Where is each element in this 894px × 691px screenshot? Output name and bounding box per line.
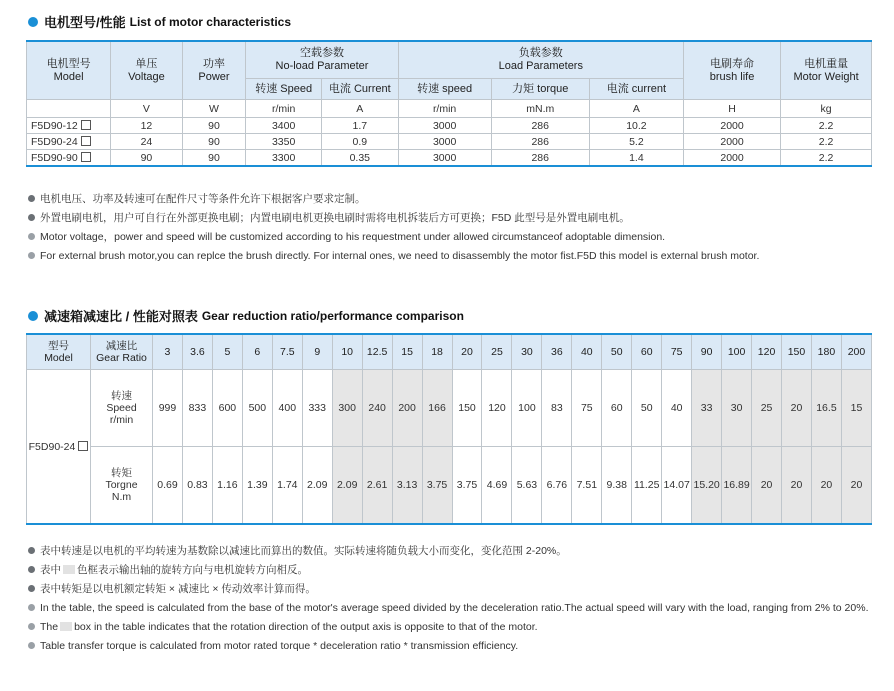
speed-cell: 50 <box>632 370 662 447</box>
bullet-icon <box>28 547 35 554</box>
speed-cell: 600 <box>212 370 242 447</box>
noload-speed-header: 转速 Speed <box>246 79 322 100</box>
bullet-icon <box>28 17 38 27</box>
table-row <box>27 134 872 150</box>
ratio-cell: 18 <box>422 334 452 370</box>
unit-cell: kg <box>781 100 872 118</box>
torque-cell: 1.16 <box>212 447 242 525</box>
torque-cell: 20 <box>841 447 871 525</box>
checkbox-icon <box>81 152 91 162</box>
speed-cell: 200 <box>392 370 422 447</box>
power-header: 功率 Power <box>182 41 246 100</box>
load-current-cell: 5.2 <box>589 134 683 150</box>
section1-title-cn: 电机型号/性能 <box>44 15 126 30</box>
speed-cell: 240 <box>362 370 392 447</box>
bullet-icon <box>28 311 38 321</box>
weight-cell: 2.2 <box>781 150 872 167</box>
bullet-icon <box>28 195 35 202</box>
load-speed-cell: 3000 <box>398 150 491 167</box>
load-header: 负载参数 Load Parameters <box>398 41 683 79</box>
speed-cell: 60 <box>602 370 632 447</box>
voltage-header: 单压 Voltage <box>111 41 182 100</box>
torque-cell: 15.20 <box>692 447 722 525</box>
voltage-cell: 12 <box>111 118 182 134</box>
model-cell: F5D90-24 <box>27 134 111 150</box>
checkbox-icon <box>81 136 91 146</box>
ratio-cell: 180 <box>811 334 841 370</box>
ratio-cell: 3 <box>153 334 183 370</box>
torque-cell: 6.76 <box>542 447 572 525</box>
load-speed-cell: 3000 <box>398 134 491 150</box>
ratio-cell: 50 <box>602 334 632 370</box>
units-row <box>27 100 872 118</box>
torque-cell: 5.63 <box>512 447 542 525</box>
note-item: 表中转速是以电机的平均转速为基数除以减速比而算出的数值。实际转速将随负载大小而变化，变化范围 2-20%。 <box>28 541 869 560</box>
ratio-cell: 7.5 <box>272 334 302 370</box>
brush-life-cell: 2000 <box>683 134 780 150</box>
ratio-cell: 20 <box>452 334 482 370</box>
torque-cell: 3.75 <box>422 447 452 525</box>
speed-row <box>27 370 872 447</box>
note-item: 表中转矩是以电机额定转矩 × 减速比 × 传动效率计算而得。 <box>28 579 869 598</box>
gear-ratio-header: 减速比 Gear Ratio <box>91 334 153 370</box>
load-current-cell: 1.4 <box>589 150 683 167</box>
note-item: 电机电压、功率及转速可在配件尺寸等条件允许下根据客户要求定制。 <box>28 189 759 208</box>
model-cell: F5D90-90 <box>27 150 111 167</box>
speed-cell: 40 <box>662 370 692 447</box>
load-torque-cell: 286 <box>491 150 589 167</box>
table-row <box>27 118 872 134</box>
ratio-cell: 9 <box>302 334 332 370</box>
load-torque-cell: 286 <box>491 134 589 150</box>
model-header: 电机型号 Model <box>27 41 111 100</box>
load-current-cell: 10.2 <box>589 118 683 134</box>
speed-cell: 150 <box>452 370 482 447</box>
noload-current-cell: 0.35 <box>321 150 398 167</box>
ratio-cell: 25 <box>482 334 512 370</box>
torque-cell: 2.09 <box>302 447 332 525</box>
speed-cell: 999 <box>153 370 183 447</box>
power-cell: 90 <box>182 118 246 134</box>
bullet-icon <box>28 604 35 611</box>
torque-cell: 1.39 <box>242 447 272 525</box>
ratio-header-row <box>27 334 872 370</box>
ratio-cell: 36 <box>542 334 572 370</box>
unit-cell: W <box>182 100 246 118</box>
section2-heading <box>28 306 464 325</box>
section2-notes <box>28 541 869 655</box>
bullet-icon <box>28 623 35 630</box>
load-torque-cell: 286 <box>491 118 589 134</box>
note-item: Table transfer torque is calculated from motor rated torque * deceleration ratio * transmission efficiency. <box>28 636 869 655</box>
brush-life-header: 电刷寿命 brush life <box>683 41 780 100</box>
section1-heading <box>28 12 291 31</box>
torque-cell: 2.61 <box>362 447 392 525</box>
model-cell: F5D90-24 <box>27 370 91 525</box>
ratio-cell: 40 <box>572 334 602 370</box>
unit-cell: H <box>683 100 780 118</box>
weight-cell: 2.2 <box>781 118 872 134</box>
ratio-cell: 15 <box>392 334 422 370</box>
grey-box-swatch <box>63 565 75 574</box>
bullet-icon <box>28 214 35 221</box>
power-cell: 90 <box>182 134 246 150</box>
torque-cell: 20 <box>752 447 782 525</box>
bullet-icon <box>28 233 35 240</box>
noload-speed-cell: 3350 <box>246 134 322 150</box>
noload-header: 空载参数 No-load Parameter <box>246 41 398 79</box>
unit-cell: r/min <box>398 100 491 118</box>
unit-cell: A <box>321 100 398 118</box>
bullet-icon <box>28 566 35 573</box>
torque-cell: 14.07 <box>662 447 692 525</box>
ratio-cell: 6 <box>242 334 272 370</box>
torque-cell: 3.75 <box>452 447 482 525</box>
voltage-cell: 90 <box>111 150 182 167</box>
note-item: Motor voltage，power and speed will be customized according to his requestment under allowed circumstanceof adoptable dimension. <box>28 227 759 246</box>
speed-cell: 166 <box>422 370 452 447</box>
ratio-cell: 5 <box>212 334 242 370</box>
weight-header: 电机重量 Motor Weight <box>781 41 872 100</box>
load-current-header: 电流 current <box>589 79 683 100</box>
torque-cell: 2.09 <box>332 447 362 525</box>
speed-cell: 75 <box>572 370 602 447</box>
speed-cell: 500 <box>242 370 272 447</box>
checkbox-icon <box>81 120 91 130</box>
ratio-cell: 30 <box>512 334 542 370</box>
grey-box-swatch <box>60 622 72 631</box>
table-row <box>27 150 872 167</box>
speed-cell: 25 <box>752 370 782 447</box>
brush-life-cell: 2000 <box>683 118 780 134</box>
noload-speed-cell: 3400 <box>246 118 322 134</box>
torque-label: 转矩 Torgne N.m <box>91 447 153 525</box>
note-item: The box in the table indicates that the rotation direction of the output axis is opposite to that of the motor. <box>28 617 869 636</box>
bullet-icon <box>28 585 35 592</box>
speed-cell: 100 <box>512 370 542 447</box>
torque-row <box>27 447 872 525</box>
note-item: For external brush motor,you can replce the brush directly. For internal ones, we need to disassembly the motor fist.F5D this model is external brush motor. <box>28 246 759 265</box>
power-cell: 90 <box>182 150 246 167</box>
ratio-cell: 75 <box>662 334 692 370</box>
ratio-cell: 150 <box>782 334 812 370</box>
gear-ratio-table <box>26 333 872 525</box>
ratio-cell: 60 <box>632 334 662 370</box>
torque-cell: 7.51 <box>572 447 602 525</box>
ratio-cell: 12.5 <box>362 334 392 370</box>
speed-cell: 30 <box>722 370 752 447</box>
checkbox-icon <box>78 441 88 451</box>
ratio-cell: 10 <box>332 334 362 370</box>
brush-life-cell: 2000 <box>683 150 780 167</box>
torque-cell: 11.25 <box>632 447 662 525</box>
speed-cell: 120 <box>482 370 512 447</box>
speed-cell: 83 <box>542 370 572 447</box>
torque-cell: 3.13 <box>392 447 422 525</box>
speed-cell: 16.5 <box>811 370 841 447</box>
voltage-cell: 24 <box>111 134 182 150</box>
bullet-icon <box>28 642 35 649</box>
torque-cell: 0.69 <box>153 447 183 525</box>
unit-cell: A <box>589 100 683 118</box>
ratio-cell: 90 <box>692 334 722 370</box>
bullet-icon <box>28 252 35 259</box>
model-cell: F5D90-12 <box>27 118 111 134</box>
speed-cell: 300 <box>332 370 362 447</box>
section1-notes <box>28 189 759 265</box>
noload-current-cell: 1.7 <box>321 118 398 134</box>
load-torque-header: 力矩 torque <box>491 79 589 100</box>
torque-cell: 9.38 <box>602 447 632 525</box>
load-speed-cell: 3000 <box>398 118 491 134</box>
note-item: 外置电刷电机，用户可自行在外部更换电刷；内置电刷电机更换电刷时需将电机拆装后方可更换；F5D 此型号是外置电刷电机。 <box>28 208 759 227</box>
speed-label: 转速 Speed r/min <box>91 370 153 447</box>
section2-title-en: Gear reduction ratio/performance comparison <box>201 308 464 323</box>
torque-cell: 16.89 <box>722 447 752 525</box>
ratio-cell: 200 <box>841 334 871 370</box>
torque-cell: 20 <box>811 447 841 525</box>
motor-characteristics-table <box>26 40 872 167</box>
speed-cell: 400 <box>272 370 302 447</box>
weight-cell: 2.2 <box>781 134 872 150</box>
note-item: 表中 色框表示输出轴的旋转方向与电机旋转方向相反。 <box>28 560 869 579</box>
torque-cell: 20 <box>782 447 812 525</box>
load-speed-header: 转速 speed <box>398 79 491 100</box>
ratio-cell: 3.6 <box>182 334 212 370</box>
noload-current-cell: 0.9 <box>321 134 398 150</box>
torque-cell: 1.74 <box>272 447 302 525</box>
unit-cell: V <box>111 100 182 118</box>
unit-cell: r/min <box>246 100 322 118</box>
ratio-cell: 120 <box>752 334 782 370</box>
speed-cell: 33 <box>692 370 722 447</box>
speed-cell: 20 <box>782 370 812 447</box>
torque-cell: 0.83 <box>182 447 212 525</box>
section2-title-cn: 减速箱减速比 / 性能对照表 <box>44 309 198 324</box>
model-header: 型号 Model <box>27 334 91 370</box>
noload-speed-cell: 3300 <box>246 150 322 167</box>
speed-cell: 15 <box>841 370 871 447</box>
section1-title-en: List of motor characteristics <box>129 14 292 29</box>
torque-cell: 4.69 <box>482 447 512 525</box>
ratio-cell: 100 <box>722 334 752 370</box>
speed-cell: 833 <box>182 370 212 447</box>
speed-cell: 333 <box>302 370 332 447</box>
noload-current-header: 电流 Current <box>321 79 398 100</box>
note-item: In the table, the speed is calculated from the base of the motor's average speed divided by the deceleration ratio.The actual speed will vary with the load, ranging from 2% to 20%. <box>28 598 869 617</box>
unit-cell: mN.m <box>491 100 589 118</box>
